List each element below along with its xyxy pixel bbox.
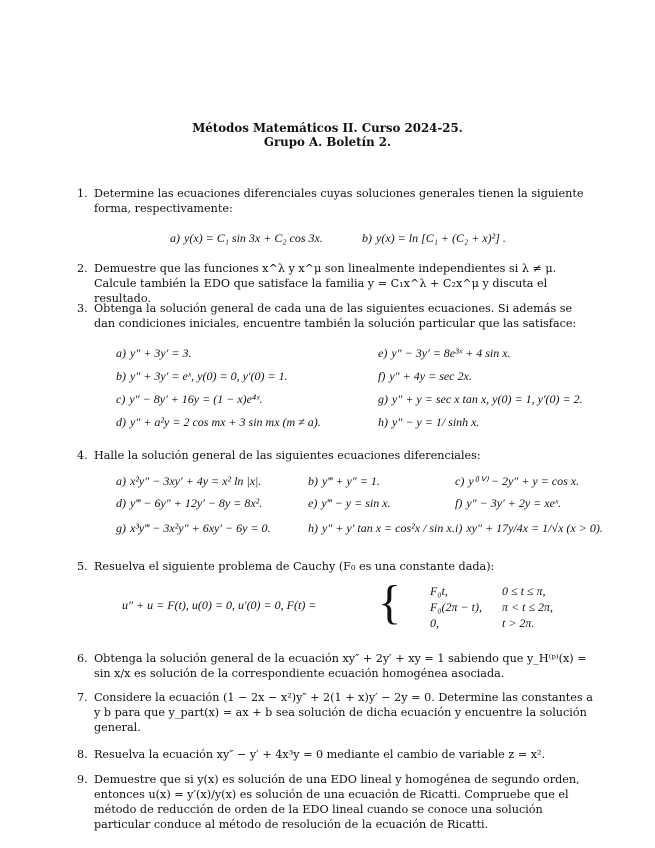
p5-equation: u″ + u = F(t), u(0) = 0, u′(0) = 0, F(t) = <box>122 598 317 612</box>
problem-number: 3. <box>77 302 88 315</box>
p5-case-2-cond: π < t ≤ 2π, <box>502 600 554 614</box>
p4-item-f: f) y″ − 3y′ + 2y = xeˣ. <box>455 496 562 510</box>
p4-item-i: i) xy″ + 17y/4x = 1/√x (x > 0). <box>455 521 603 535</box>
p4-item-h: h) y″ + y′ tan x = cos²x / sin x. <box>308 521 455 535</box>
p3-item-a: a) y″ + 3y′ = 3. <box>116 346 192 360</box>
p5-case-1-cond: 0 ≤ t ≤ π, <box>502 584 546 598</box>
p5-case-3-cond: t > 2π. <box>502 616 535 630</box>
problem-7 <box>77 690 594 735</box>
problem-2 <box>77 261 594 306</box>
document-title <box>0 121 655 149</box>
p1-item-a: a) y(x) = C₁ sin 3x + C₂ cos 3x. <box>170 231 323 245</box>
problem-1 <box>77 186 594 216</box>
problem-number: 7. <box>77 691 88 704</box>
problem-number: 2. <box>77 262 88 275</box>
problem-number: 6. <box>77 652 88 665</box>
p5-case-1-value: F₀t, <box>430 584 448 598</box>
problem-number: 8. <box>77 748 88 761</box>
title-line-2: Grupo A. Boletín 2. <box>263 135 392 149</box>
problem-text: Demuestre que si y(x) es solución de una EDO lineal y homogénea de segundo orden, entonces u(x) = y′(x)/y(x) es solución de una ecuación de Ricatti. Compruebe que el método de reducción de orden de la EDO lineal cuando se conoce una solución particular conduce al método de resolución de la ecuación de Ricatti. <box>94 773 580 831</box>
problem-9 <box>77 772 594 832</box>
p4-item-g: g) x³y‴ − 3x²y″ + 6xy′ − 6y = 0. <box>116 521 271 535</box>
problem-number: 4. <box>77 449 88 462</box>
p4-item-b: b) y‴ + y″ = 1. <box>308 474 380 488</box>
p5-case-2-value: F₀(2π − t), <box>430 600 482 614</box>
problem-3 <box>77 301 594 331</box>
p4-item-e: e) y‴ − y = sin x. <box>308 496 391 510</box>
cases-brace: { <box>378 576 402 629</box>
p4-item-a: a) x²y″ − 3xy′ + 4y = x² ln |x|. <box>116 474 262 488</box>
problem-text: Halle la solución general de las siguientes ecuaciones diferenciales: <box>94 449 481 462</box>
p3-item-h: h) y″ − y = 1/ sinh x. <box>378 415 480 429</box>
p3-item-e: e) y″ − 3y′ = 8e³ˣ + 4 sin x. <box>378 346 511 360</box>
p3-item-d: d) y″ + a²y = 2 cos mx + 3 sin mx (m ≠ a). <box>116 415 321 429</box>
problem-text: Demuestre que las funciones x^λ y x^μ son linealmente independientes si λ ≠ μ. Calcule también la EDO que satisface la familia y = C₁x^λ + C₂x^μ y discuta el resultado. <box>94 262 557 305</box>
problem-number: 5. <box>77 560 88 573</box>
problem-text: Obtenga la solución general de cada una de las siguientes ecuaciones. Si además se dan condiciones iniciales, encuentre también la solución particular que las satisface: <box>94 302 577 330</box>
problem-8 <box>77 747 594 762</box>
problem-5 <box>77 559 594 574</box>
problem-number: 9. <box>77 773 88 786</box>
p1-item-b: b) y(x) = ln [C₁ + (C₂ + x)²] . <box>362 231 506 245</box>
p4-item-c: c) y⁽ᴵⱽ⁾ − 2y″ + y = cos x. <box>455 474 580 488</box>
problem-text: Considere la ecuación (1 − 2x − x²)y″ + 2(1 + x)y′ − 2y = 0. Determine las constantes a y b para que y_part(x) = ax + b sea solución de dicha ecuación y encuentre la solución general. <box>94 691 593 734</box>
problem-4 <box>77 448 594 463</box>
problem-number: 1. <box>77 187 88 200</box>
p4-item-d: d) y‴ − 6y″ + 12y′ − 8y = 8x². <box>116 496 263 510</box>
title-line-1: Métodos Matemáticos II. Curso 2024-25. <box>192 121 463 135</box>
p3-item-g: g) y″ + y = sec x tan x, y(0) = 1, y′(0) = 2. <box>378 392 583 406</box>
p3-item-b: b) y″ + 3y′ = eˣ, y(0) = 0, y′(0) = 1. <box>116 369 288 383</box>
problem-text: Obtenga la solución general de la ecuación xy″ + 2y′ + xy = 1 sabiendo que y_H⁽ᵖ⁾(x) = sin x/x es solución de la correspondiente ecuación homogénea asociada. <box>94 652 587 680</box>
p3-item-f: f) y″ + 4y = sec 2x. <box>378 369 472 383</box>
p5-case-3-value: 0, <box>430 616 439 630</box>
problem-text: Resuelva el siguiente problema de Cauchy (F₀ es una constante dada): <box>94 560 495 573</box>
problem-text: Resuelva la ecuación xy″ − y′ + 4x³y = 0 mediante el cambio de variable z = x². <box>94 748 546 761</box>
p3-item-c: c) y″ − 8y′ + 16y = (1 − x)e⁴ˣ. <box>116 392 263 406</box>
problem-text: Determine las ecuaciones diferenciales cuyas soluciones generales tienen la siguiente forma, respectivamente: <box>94 187 584 215</box>
problem-6 <box>77 651 594 681</box>
